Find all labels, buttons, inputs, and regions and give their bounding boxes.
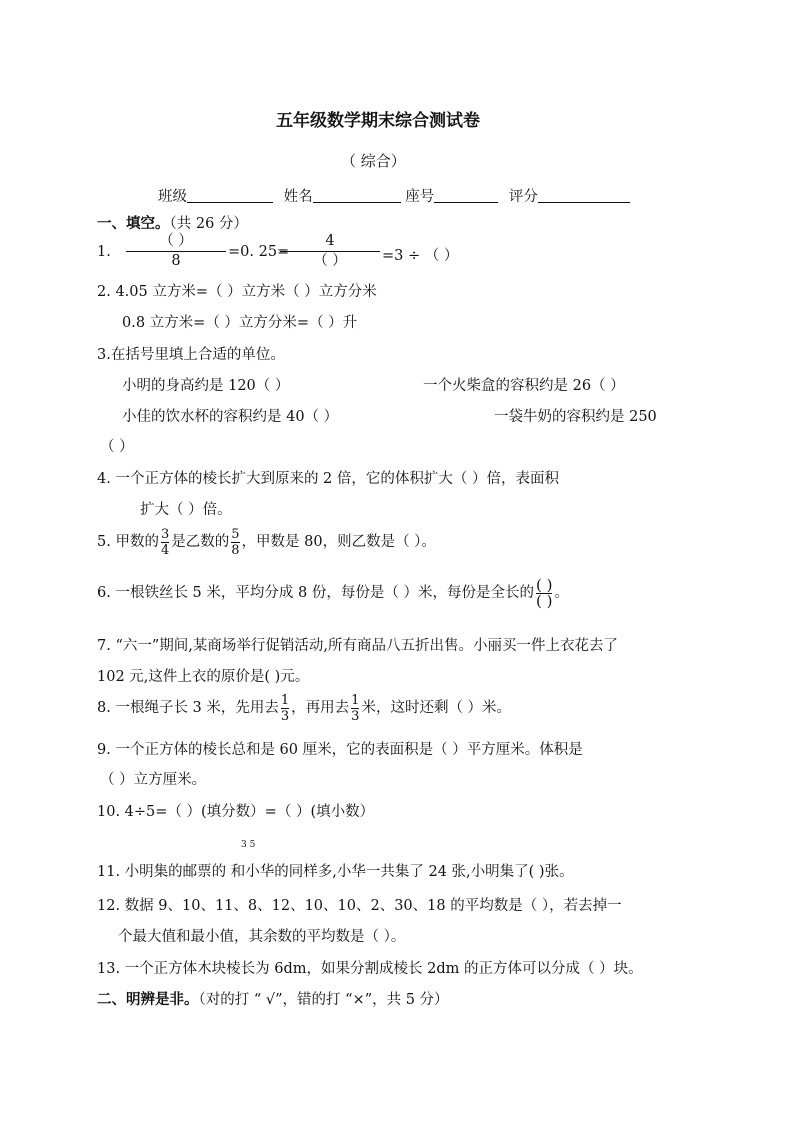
q8-f1-num: 1 bbox=[280, 692, 290, 708]
q6-fraction bbox=[535, 575, 553, 610]
q8-line bbox=[97, 690, 511, 726]
q5-f1-den: 4 bbox=[160, 542, 170, 558]
section1-title: 一、填空。 bbox=[97, 215, 170, 232]
section2-title: 二、明辨是非。 bbox=[97, 991, 199, 1008]
q3-item-a: 小明的身高约是 120（ ） bbox=[122, 378, 290, 394]
q8-f1-den: 3 bbox=[280, 708, 290, 724]
q7-line1: 7. “六一”期间,某商场举行促销活动,所有商品八五折出售。小丽买一件上衣花去了 bbox=[97, 638, 618, 654]
score-blank[interactable] bbox=[538, 187, 630, 203]
q8-pre: 8. 一根绳子长 3 米，先用去 bbox=[97, 700, 279, 716]
q9-line1: 9. 一个正方体的棱长总和是 60 厘米，它的表面积是（ ）平方厘米。体积是 bbox=[97, 742, 583, 758]
class-blank[interactable] bbox=[187, 187, 273, 203]
page-title: 五年级数学期末综合测试卷 bbox=[276, 111, 480, 131]
q6-pre: 6. 一根铁丝长 5 米，平均分成 8 份，每份是（ ）米，每份是全长的 bbox=[97, 585, 534, 601]
score-label: 评分 bbox=[508, 189, 538, 205]
q5-fraction-2 bbox=[231, 528, 239, 557]
q3-item-c: 小佳的饮水杯的容积约是 40（ ） bbox=[122, 409, 339, 425]
q1-frac2-denominator: （ ） bbox=[313, 253, 347, 269]
q1-middle: =0. 25= bbox=[228, 244, 290, 260]
q6-f-den: ( ) bbox=[535, 591, 553, 610]
q5-f2-num: 5 bbox=[231, 526, 240, 542]
q8-mid: ，再用去 bbox=[291, 700, 350, 716]
q9-line2: （ ）立方厘米。 bbox=[100, 772, 207, 788]
q3-line1: 3.在括号里填上合适的单位。 bbox=[97, 347, 285, 363]
q5-mid: 是乙数的 bbox=[171, 534, 230, 550]
q11-f-den: 5 bbox=[249, 840, 256, 850]
name-blank[interactable] bbox=[313, 187, 401, 203]
name-label: 姓名 bbox=[283, 189, 313, 205]
q11-line1: 11. 小明集的邮票的 和小华的同样多,小华一共集了 24 张,小明集了( )张。 bbox=[97, 864, 574, 880]
q1-tail: =3 ÷ （ ） bbox=[382, 248, 459, 264]
student-info-line bbox=[158, 185, 630, 206]
q6-line bbox=[97, 575, 569, 611]
q8-post: 米，这时还剩（ ）米。 bbox=[361, 700, 512, 716]
q3-item-e: （ ） bbox=[100, 439, 134, 455]
q1-frac1-denominator: 8 bbox=[171, 253, 181, 269]
section2-heading bbox=[97, 988, 449, 1009]
q8-fraction-1 bbox=[281, 694, 289, 723]
q8-fraction-2 bbox=[351, 694, 359, 723]
q3-item-d: 一袋牛奶的容积约是 250 bbox=[494, 409, 657, 425]
q1-fraction-1 bbox=[126, 233, 226, 270]
q11-fraction bbox=[241, 841, 255, 850]
q3-item-b: 一个火柴盒的容积约是 26（ ） bbox=[423, 378, 625, 394]
q5-fraction-1 bbox=[161, 528, 169, 557]
q4-line2: 扩大（ ）倍。 bbox=[140, 502, 232, 518]
class-label: 班级 bbox=[158, 189, 187, 205]
q1-fraction-2 bbox=[280, 233, 380, 270]
q6-post: 。 bbox=[554, 585, 569, 601]
section1-points: （共 26 分） bbox=[169, 216, 248, 232]
q10-line1: 10. 4÷5=（ ）(填分数）=（ ）(填小数） bbox=[97, 804, 375, 820]
q8-f2-num: 1 bbox=[351, 692, 360, 708]
section1-heading bbox=[97, 212, 248, 233]
q1-frac2-numerator: 4 bbox=[325, 233, 335, 249]
q5-line bbox=[97, 524, 436, 560]
q12-line2: 个最大值和最小值，其余数的平均数是（ ）。 bbox=[118, 929, 406, 945]
q5-f2-den: 8 bbox=[231, 542, 240, 558]
q5-pre: 5. 甲数的 bbox=[97, 534, 159, 550]
q5-post: ，甲数是 80，则乙数是（ ）。 bbox=[241, 534, 436, 550]
q13-line1: 13. 一个正方体木块棱长为 6dm，如果分割成棱长 2dm 的正方体可以分成（ ）块。 bbox=[97, 961, 643, 977]
q1-number: 1. bbox=[97, 244, 111, 260]
q6-f-num: ( ) bbox=[535, 575, 553, 594]
seat-label: 座号 bbox=[405, 189, 435, 205]
q5-f1-num: 3 bbox=[160, 526, 170, 542]
q2-line2: 0.8 立方米=（ ）立方分米=（ ）升 bbox=[122, 315, 358, 331]
q8-f2-den: 3 bbox=[351, 708, 360, 724]
q7-line2: 102 元,这件上衣的原价是( )元。 bbox=[97, 669, 310, 685]
q1-frac1-numerator: （ ） bbox=[159, 233, 193, 249]
q2-line1: 2. 4.05 立方米=（ ）立方米（ ）立方分米 bbox=[97, 284, 377, 300]
section2-points: （对的打 “ √”，错的打 “×”，共 5 分） bbox=[198, 992, 449, 1008]
page-subtitle: （ 综合） bbox=[341, 152, 406, 170]
q12-line1: 12. 数据 9、10、11、8、12、10、10、2、30、18 的平均数是（ ），若去掉一 bbox=[97, 898, 622, 914]
q11-f-num: 3 bbox=[241, 840, 247, 850]
q4-line1: 4. 一个正方体的棱长扩大到原来的 2 倍，它的体积扩大（ ）倍，表面积 bbox=[97, 471, 559, 487]
seat-blank[interactable] bbox=[434, 187, 498, 203]
